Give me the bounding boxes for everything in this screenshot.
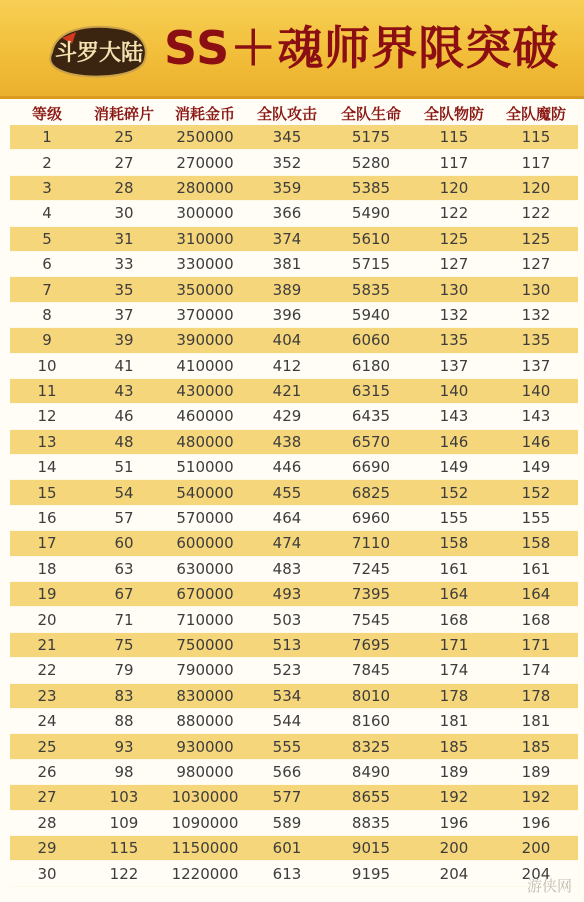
table-cell: 570000 — [164, 505, 246, 530]
table-cell: 555 — [246, 734, 328, 759]
table-cell: 48 — [84, 429, 164, 454]
table-cell: 57 — [84, 505, 164, 530]
table-cell: 6060 — [328, 328, 414, 353]
table-cell: 6960 — [328, 505, 414, 530]
table-cell: 140 — [494, 378, 578, 403]
header-fragments: 消耗碎片 — [84, 101, 164, 125]
table-cell: 152 — [414, 480, 494, 505]
table-cell: 1 — [10, 125, 84, 150]
table-row — [10, 429, 578, 454]
table-cell: 75 — [84, 632, 164, 657]
table-row — [10, 658, 578, 683]
table-cell: 21 — [10, 632, 84, 657]
table-row — [10, 328, 578, 353]
table-cell: 103 — [84, 785, 164, 810]
game-logo — [46, 22, 152, 80]
table-cell: 168 — [414, 607, 494, 632]
table-cell: 39 — [84, 328, 164, 353]
table-row — [10, 810, 578, 835]
table-cell: 12 — [10, 404, 84, 429]
table-cell: 7245 — [328, 556, 414, 581]
table-cell: 8 — [10, 302, 84, 327]
table-cell: 8655 — [328, 785, 414, 810]
table-cell: 137 — [494, 353, 578, 378]
table-cell: 20 — [10, 607, 84, 632]
table-cell: 600000 — [164, 531, 246, 556]
table-cell: 181 — [494, 708, 578, 733]
table-header-row — [10, 101, 578, 125]
table-cell: 158 — [414, 531, 494, 556]
table-cell: 35 — [84, 277, 164, 302]
table-cell: 196 — [494, 810, 578, 835]
table-row — [10, 835, 578, 860]
table-cell: 513 — [246, 632, 328, 657]
table-cell: 1030000 — [164, 785, 246, 810]
table-row — [10, 353, 578, 378]
table-cell: 18 — [10, 556, 84, 581]
svg-text:斗罗大陆: 斗罗大陆 — [54, 40, 144, 66]
table-cell: 430000 — [164, 378, 246, 403]
table-cell: 122 — [414, 201, 494, 226]
table-cell: 6315 — [328, 378, 414, 403]
table-cell: 25 — [10, 734, 84, 759]
table-row — [10, 556, 578, 581]
table-cell: 33 — [84, 251, 164, 276]
table-cell: 5 — [10, 226, 84, 251]
table-cell: 270000 — [164, 150, 246, 175]
table-cell: 109 — [84, 810, 164, 835]
header-magic-def: 全队魔防 — [494, 101, 578, 125]
table-cell: 122 — [494, 201, 578, 226]
table-cell: 381 — [246, 251, 328, 276]
table-cell: 630000 — [164, 556, 246, 581]
table-cell: 189 — [494, 759, 578, 784]
table-cell: 544 — [246, 708, 328, 733]
table-cell: 455 — [246, 480, 328, 505]
table-cell: 1220000 — [164, 861, 246, 886]
table-cell: 149 — [494, 455, 578, 480]
table-cell: 117 — [414, 150, 494, 175]
table-cell: 192 — [494, 785, 578, 810]
table-cell: 71 — [84, 607, 164, 632]
table-cell: 446 — [246, 455, 328, 480]
table-cell: 421 — [246, 378, 328, 403]
table-cell: 601 — [246, 835, 328, 860]
table-cell: 27 — [84, 150, 164, 175]
table-body — [10, 125, 578, 886]
table-cell: 6570 — [328, 429, 414, 454]
table-cell: 143 — [414, 404, 494, 429]
header-level: 等级 — [10, 101, 84, 125]
table-cell: 412 — [246, 353, 328, 378]
table-cell: 8160 — [328, 708, 414, 733]
table-cell: 132 — [414, 302, 494, 327]
table-cell: 429 — [246, 404, 328, 429]
table-cell: 15 — [10, 480, 84, 505]
table-row — [10, 480, 578, 505]
table-cell: 152 — [494, 480, 578, 505]
table-cell: 28 — [84, 175, 164, 200]
table-cell: 155 — [414, 505, 494, 530]
table-cell: 880000 — [164, 708, 246, 733]
table-cell: 566 — [246, 759, 328, 784]
watermark: 游侠网 — [526, 877, 572, 895]
table-cell: 930000 — [164, 734, 246, 759]
table-row — [10, 251, 578, 276]
table-cell: 370000 — [164, 302, 246, 327]
table-cell: 9195 — [328, 861, 414, 886]
table-cell: 22 — [10, 658, 84, 683]
table-cell: 192 — [414, 785, 494, 810]
table-cell: 178 — [414, 683, 494, 708]
table-cell: 396 — [246, 302, 328, 327]
header-hp: 全队生命 — [328, 101, 414, 125]
table-cell: 6 — [10, 251, 84, 276]
table-row — [10, 455, 578, 480]
table-cell: 2 — [10, 150, 84, 175]
table-cell: 41 — [84, 353, 164, 378]
table-cell: 120 — [414, 175, 494, 200]
table-cell: 523 — [246, 658, 328, 683]
table-cell: 43 — [84, 378, 164, 403]
table-row — [10, 683, 578, 708]
table-cell: 31 — [84, 226, 164, 251]
table-cell: 5940 — [328, 302, 414, 327]
table-cell: 16 — [10, 505, 84, 530]
table-cell: 13 — [10, 429, 84, 454]
table-cell: 5715 — [328, 251, 414, 276]
table-cell: 143 — [494, 404, 578, 429]
table-cell: 132 — [494, 302, 578, 327]
table-cell: 93 — [84, 734, 164, 759]
table-cell: 8490 — [328, 759, 414, 784]
table-cell: 5835 — [328, 277, 414, 302]
table-cell: 79 — [84, 658, 164, 683]
table-cell: 125 — [414, 226, 494, 251]
table-cell: 171 — [414, 632, 494, 657]
table-cell: 174 — [414, 658, 494, 683]
table-cell: 127 — [414, 251, 494, 276]
table-row — [10, 277, 578, 302]
table-cell: 204 — [494, 861, 578, 886]
table-cell: 67 — [84, 582, 164, 607]
table-row — [10, 125, 578, 150]
table-cell: 200 — [494, 835, 578, 860]
table-cell: 125 — [494, 226, 578, 251]
table-cell: 404 — [246, 328, 328, 353]
table-row — [10, 785, 578, 810]
table-cell: 589 — [246, 810, 328, 835]
table-cell: 390000 — [164, 328, 246, 353]
table-cell: 51 — [84, 455, 164, 480]
table-row — [10, 150, 578, 175]
table-cell: 534 — [246, 683, 328, 708]
table-cell: 171 — [494, 632, 578, 657]
table-cell: 710000 — [164, 607, 246, 632]
table-cell: 178 — [494, 683, 578, 708]
table-cell: 670000 — [164, 582, 246, 607]
header-gold: 消耗金币 — [164, 101, 246, 125]
table-cell: 503 — [246, 607, 328, 632]
table-cell: 25 — [84, 125, 164, 150]
table-row — [10, 404, 578, 429]
table-cell: 135 — [494, 328, 578, 353]
table-cell: 330000 — [164, 251, 246, 276]
table-cell: 3 — [10, 175, 84, 200]
table-cell: 137 — [414, 353, 494, 378]
table-cell: 17 — [10, 531, 84, 556]
table-cell: 5175 — [328, 125, 414, 150]
table-cell: 185 — [494, 734, 578, 759]
table-cell: 122 — [84, 861, 164, 886]
table-cell: 438 — [246, 429, 328, 454]
table-cell: 204 — [414, 861, 494, 886]
table-cell: 613 — [246, 861, 328, 886]
table-row — [10, 175, 578, 200]
table-cell: 389 — [246, 277, 328, 302]
table-cell: 540000 — [164, 480, 246, 505]
table-cell: 6435 — [328, 404, 414, 429]
table-cell: 7545 — [328, 607, 414, 632]
table-cell: 98 — [84, 759, 164, 784]
table-cell: 750000 — [164, 632, 246, 657]
table-cell: 115 — [84, 835, 164, 860]
table-cell: 181 — [414, 708, 494, 733]
table-cell: 83 — [84, 683, 164, 708]
table-cell: 23 — [10, 683, 84, 708]
table-cell: 24 — [10, 708, 84, 733]
table-cell: 60 — [84, 531, 164, 556]
table-cell: 310000 — [164, 226, 246, 251]
table-cell: 19 — [10, 582, 84, 607]
table-cell: 350000 — [164, 277, 246, 302]
table-row — [10, 505, 578, 530]
table-cell: 120 — [494, 175, 578, 200]
table-cell: 161 — [494, 556, 578, 581]
table-cell: 410000 — [164, 353, 246, 378]
table-cell: 1090000 — [164, 810, 246, 835]
table-cell: 161 — [414, 556, 494, 581]
table-cell: 130 — [494, 277, 578, 302]
table-cell: 135 — [414, 328, 494, 353]
table-cell: 8010 — [328, 683, 414, 708]
table-cell: 29 — [10, 835, 84, 860]
breakthrough-table — [10, 101, 578, 887]
table-cell: 493 — [246, 582, 328, 607]
table-cell: 4 — [10, 201, 84, 226]
table-cell: 8325 — [328, 734, 414, 759]
table-cell: 11 — [10, 378, 84, 403]
table-cell: 146 — [414, 429, 494, 454]
table-cell: 9 — [10, 328, 84, 353]
table-cell: 196 — [414, 810, 494, 835]
table-cell: 830000 — [164, 683, 246, 708]
table-cell: 9015 — [328, 835, 414, 860]
table-cell: 155 — [494, 505, 578, 530]
table-row — [10, 861, 578, 886]
header-attack: 全队攻击 — [246, 101, 328, 125]
table-cell: 7 — [10, 277, 84, 302]
table-cell: 46 — [84, 404, 164, 429]
table-row — [10, 632, 578, 657]
table-cell: 5610 — [328, 226, 414, 251]
table-cell: 460000 — [164, 404, 246, 429]
table-cell: 30 — [84, 201, 164, 226]
table-cell: 8835 — [328, 810, 414, 835]
table-cell: 5385 — [328, 175, 414, 200]
table-cell: 14 — [10, 455, 84, 480]
table-cell: 27 — [10, 785, 84, 810]
table-cell: 127 — [494, 251, 578, 276]
table-cell: 189 — [414, 759, 494, 784]
table-cell: 7845 — [328, 658, 414, 683]
table-cell: 26 — [10, 759, 84, 784]
table-row — [10, 378, 578, 403]
table-row — [10, 734, 578, 759]
table-cell: 352 — [246, 150, 328, 175]
table-cell: 480000 — [164, 429, 246, 454]
table-cell: 37 — [84, 302, 164, 327]
table-cell: 200 — [414, 835, 494, 860]
table-cell: 164 — [414, 582, 494, 607]
table-cell: 7395 — [328, 582, 414, 607]
table-cell: 115 — [414, 125, 494, 150]
table-cell: 980000 — [164, 759, 246, 784]
table-cell: 164 — [494, 582, 578, 607]
table-cell: 790000 — [164, 658, 246, 683]
table-cell: 366 — [246, 201, 328, 226]
table-cell: 117 — [494, 150, 578, 175]
table-cell: 374 — [246, 226, 328, 251]
table-cell: 300000 — [164, 201, 246, 226]
header-phys-def: 全队物防 — [414, 101, 494, 125]
table-cell: 6690 — [328, 455, 414, 480]
table-cell: 6180 — [328, 353, 414, 378]
table-cell: 168 — [494, 607, 578, 632]
table-cell: 7695 — [328, 632, 414, 657]
table-cell: 250000 — [164, 125, 246, 150]
table-cell: 359 — [246, 175, 328, 200]
table-cell: 28 — [10, 810, 84, 835]
table-row — [10, 226, 578, 251]
table-cell: 510000 — [164, 455, 246, 480]
table-cell: 88 — [84, 708, 164, 733]
table-row — [10, 607, 578, 632]
table-cell: 577 — [246, 785, 328, 810]
table-cell: 10 — [10, 353, 84, 378]
table-cell: 130 — [414, 277, 494, 302]
table-row — [10, 302, 578, 327]
table-cell: 63 — [84, 556, 164, 581]
table-cell: 149 — [414, 455, 494, 480]
table-cell: 54 — [84, 480, 164, 505]
table-cell: 5280 — [328, 150, 414, 175]
table-cell: 140 — [414, 378, 494, 403]
table-cell: 146 — [494, 429, 578, 454]
table-cell: 115 — [494, 125, 578, 150]
table-cell: 158 — [494, 531, 578, 556]
table-cell: 6825 — [328, 480, 414, 505]
table-row — [10, 531, 578, 556]
table-cell: 280000 — [164, 175, 246, 200]
table-cell: 30 — [10, 861, 84, 886]
table-row — [10, 759, 578, 784]
table-cell: 483 — [246, 556, 328, 581]
table-cell: 464 — [246, 505, 328, 530]
table-cell: 7110 — [328, 531, 414, 556]
table-cell: 345 — [246, 125, 328, 150]
title-banner — [0, 0, 584, 99]
table-row — [10, 201, 578, 226]
table-row — [10, 582, 578, 607]
table-cell: 185 — [414, 734, 494, 759]
table-cell: 174 — [494, 658, 578, 683]
table-row — [10, 708, 578, 733]
page-title: SS＋魂师界限突破 — [164, 21, 560, 75]
table-cell: 5490 — [328, 201, 414, 226]
table-cell: 1150000 — [164, 835, 246, 860]
table-cell: 474 — [246, 531, 328, 556]
